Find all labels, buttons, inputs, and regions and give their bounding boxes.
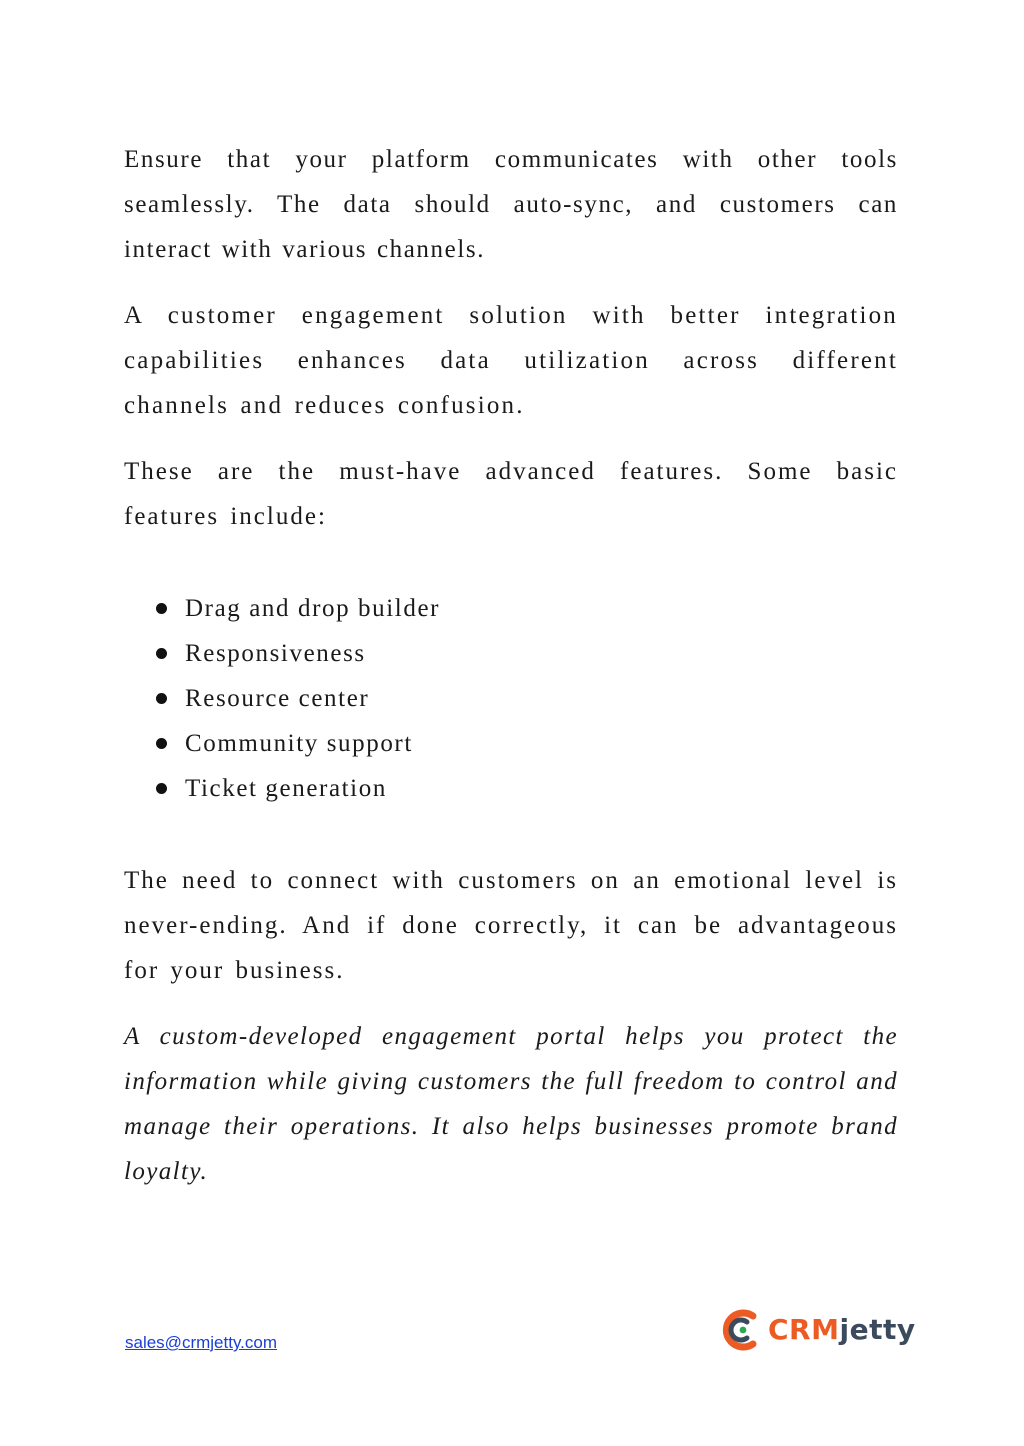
paragraph-integration: Ensure that your platform communicates with other tools seamlessly. The data should auto-sync, and customers can interact with various channels.: [124, 146, 898, 263]
crmjetty-logo: [722, 1306, 916, 1354]
bullet-icon: [156, 738, 167, 749]
bullet-icon: [156, 603, 167, 614]
list-item: Ticket generation: [154, 766, 898, 811]
list-item: Responsiveness: [154, 631, 898, 676]
list-item: Community support: [154, 721, 898, 766]
bullet-icon: [156, 693, 167, 704]
paragraph-features-intro: These are the must-have advanced features. Some basic features include:: [124, 458, 898, 530]
footer-email-link[interactable]: sales@crmjetty.com: [125, 1333, 278, 1352]
paragraph-emotional-connection: The need to connect with customers on an emotional level is never-ending. And if done correctly, it can be advantageous for your business.: [124, 867, 898, 984]
list-item: Drag and drop builder: [154, 586, 898, 631]
paragraph-engagement-solution: A customer engagement solution with better integration capabilities enhances data utilization across different channels and reduces confusion.: [124, 302, 898, 419]
bullet-icon: [156, 783, 167, 794]
crmjetty-logo-mark-icon: [722, 1308, 760, 1352]
paragraph-custom-portal: A custom-developed engagement portal helps you protect the information while giving customers the full freedom to control and manage their operations. It also helps businesses promote brand loyalty.: [124, 1023, 898, 1185]
list-item: Resource center: [154, 676, 898, 721]
document-body: [124, 137, 898, 1194]
logo-wordmark: [768, 1313, 916, 1346]
basic-features-list: [124, 586, 898, 811]
logo-crm-text: CRM: [768, 1313, 840, 1346]
logo-jetty-text: jetty: [839, 1313, 916, 1346]
bullet-icon: [156, 648, 167, 659]
